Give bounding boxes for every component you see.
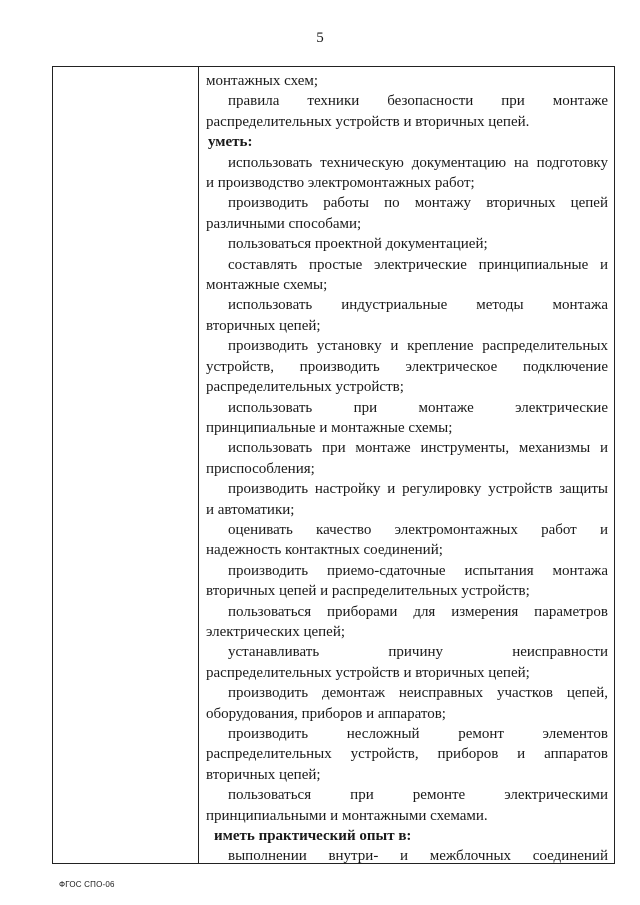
column-divider [198,67,199,863]
para-safety [206,91,608,132]
skill-line: использовать при монтаже инструменты, механизмы и [228,440,608,457]
skill-line: использовать при монтаже электрические [228,399,608,416]
skill-line: составлять простые электрические принципиальные и [228,256,608,273]
skill-line: надежность контактных соединений; [206,542,443,559]
skill-item [206,642,608,683]
skill-line: использовать техническую документацию на подготовку [228,154,608,171]
footer-code: ФГОС СПО-06 [59,880,115,889]
skill-line: распределительных устройств и вторичных цепей; [206,664,530,681]
para-safety-first: правила техники безопасности при монтаже [228,93,608,110]
skill-line: производить настройку и регулировку устройств защиты [228,481,608,498]
heading-practice: иметь практический опыт в: [214,828,412,845]
skill-line: вторичных цепей; [206,766,321,783]
skill-item [206,193,608,234]
skill-line: и автоматики; [206,501,295,518]
practice-line: выполнении внутри- и межблочных соединений [228,848,608,865]
skill-line: оборудования, приборов и аппаратов; [206,705,446,722]
skill-line: устройств, производить электрическое подключение [206,358,608,375]
skill-item [206,153,608,194]
skill-item [206,520,608,561]
table-right-cell [206,71,608,867]
para-safety-rest: распределительных устройств и вторичных цепей. [206,113,530,130]
skill-line: производить установку и крепление распределительных [228,338,608,355]
skill-line: принципиальными и монтажными схемами. [206,807,488,824]
skill-line: электрических цепей; [206,623,346,640]
skill-item [206,785,608,826]
skill-line: производить приемо-сдаточные испытания монтажа [228,562,608,579]
skill-line: производить несложный ремонт элементов [228,726,608,742]
skill-item [206,438,608,479]
skill-line: вторичных цепей; [206,317,321,334]
standard-table [52,66,615,864]
skill-item [206,561,608,602]
skill-line: приспособления; [206,460,315,477]
skill-item [206,398,608,439]
skill-line: пользоваться проектной документацией; [228,236,488,253]
skill-line: производить работы по монтажу вторичных цепей [228,195,608,212]
line-top: монтажных схем; [206,73,319,89]
page-number: 5 [316,30,324,46]
heading-able: уметь: [208,134,253,151]
skill-line: устанавливать причину неисправности [228,644,608,661]
skill-line: пользоваться приборами для измерения параметров [228,603,608,620]
skill-item [206,255,608,296]
skill-line: распределительных устройств; [206,379,404,396]
skill-item [206,683,608,724]
skill-line: распределительных устройств, приборов и аппаратов [206,746,608,763]
skill-item [206,234,608,254]
skill-line: монтажные схемы; [206,277,328,294]
skill-item [206,295,608,336]
skill-line: и производство электромонтажных работ; [206,175,475,192]
skill-line: использовать индустриальные методы монтажа [228,297,608,314]
skill-item [206,336,608,397]
skill-line: оценивать качество электромонтажных работ и [228,521,608,538]
skill-line: принципиальные и монтажные схемы; [206,419,453,436]
skill-item [206,602,608,643]
skill-line: вторичных цепей и распределительных устройств; [206,583,530,600]
skill-line: производить демонтаж неисправных участков цепей, [228,685,608,702]
skill-item [206,479,608,520]
skill-line: различными способами; [206,215,362,232]
skill-item [206,724,608,785]
skill-line: пользоваться при ремонте электрическими [228,787,608,804]
